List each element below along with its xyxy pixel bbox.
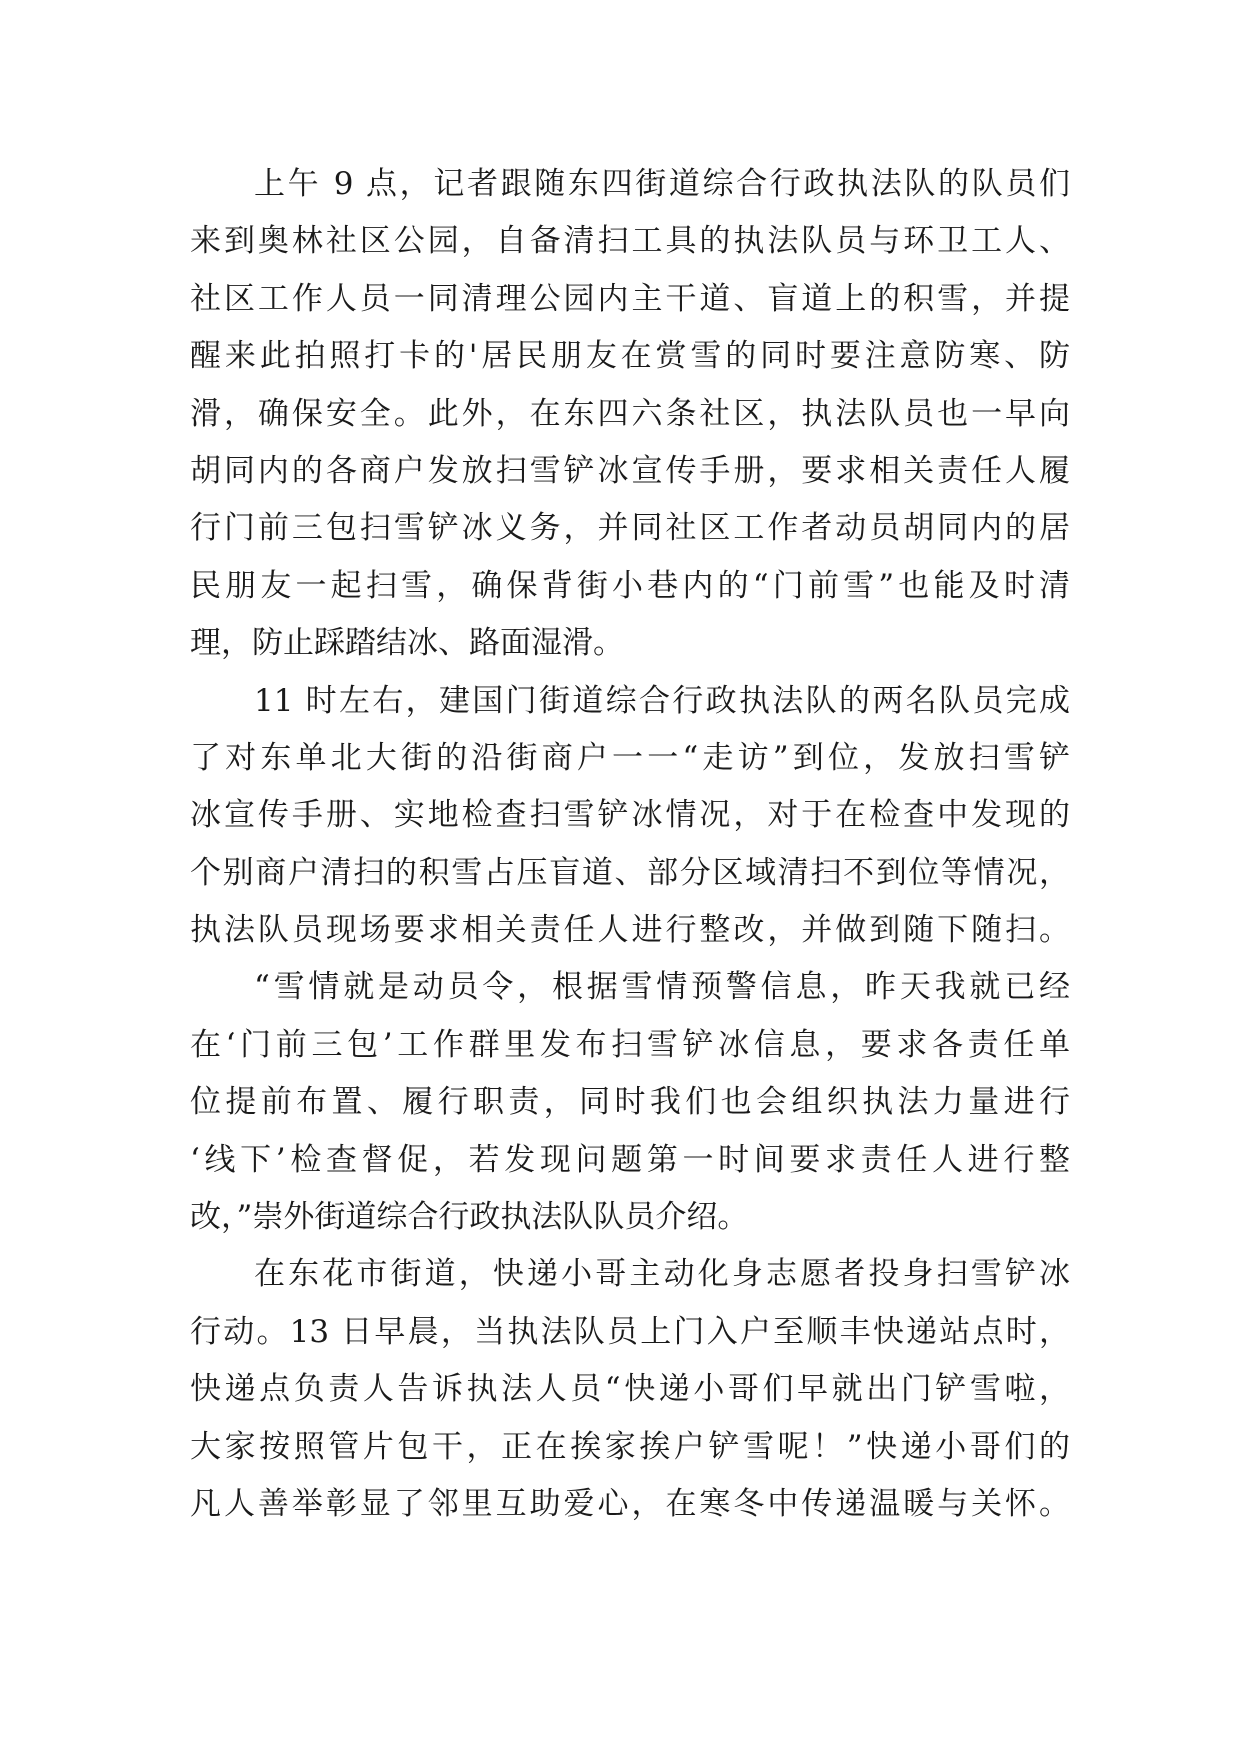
paragraph-2 [190, 673, 1070, 960]
text-line: 执法队员现场要求相关责任人进行整改，并做到随下随扫。 [190, 912, 1070, 949]
text-line: 个别商户清扫的积雪占压盲道、部分区域清扫不到位等情况， [190, 854, 1070, 891]
text-line: 凡人善举彰显了邻里互助爱心，在寒冬中传递温暖与关怀。 [190, 1485, 1070, 1522]
article-body [190, 156, 1070, 1533]
text-line: 快递点负责人告诉执法人员“快递小哥们早就出门铲雪啦， [190, 1371, 1070, 1408]
paragraph-4 [190, 1246, 1070, 1533]
text-line: 胡同内的各商户发放扫雪铲冰宣传手册，要求相关责任人履 [190, 452, 1070, 489]
text-line: “雪情就是动员令，根据雪情预警信息，昨天我就已经 [254, 969, 1070, 1006]
paragraph-3 [190, 959, 1070, 1246]
paragraph-1 [190, 156, 1070, 673]
text-line: 11 时左右，建国门街道综合行政执法队的两名队员完成 [254, 682, 1070, 719]
text-line: 社区工作人员一同清理公园内主干道、盲道上的积雪，并提 [190, 280, 1070, 317]
text-line: 位提前布置、履行职责，同时我们也会组织执法力量进行 [190, 1084, 1070, 1121]
text-line: 大家按照管片包干，正在挨家挨户铲雪呢！”快递小哥们的 [190, 1428, 1070, 1465]
text-line: 了对东单北大街的沿街商户一一“走访”到位，发放扫雪铲 [190, 739, 1070, 776]
text-line: 在东花市街道，快递小哥主动化身志愿者投身扫雪铲冰 [254, 1256, 1070, 1293]
text-line: ‘线下’检查督促，若发现问题第一时间要求责任人进行整 [190, 1141, 1070, 1178]
text-line: 来到奥林社区公园，自备清扫工具的执法队员与环卫工人、 [190, 223, 1070, 260]
text-line: 行动。13 日早晨，当执法队员上门入户至顺丰快递站点时， [190, 1313, 1070, 1350]
text-line: 民朋友一起扫雪，确保背街小巷内的“门前雪”也能及时清 [190, 567, 1070, 604]
text-line: 改，”崇外街道综合行政执法队队员介绍。 [190, 1199, 749, 1236]
text-line: 在‘门前三包’工作群里发布扫雪铲冰信息，要求各责任单 [190, 1026, 1070, 1063]
text-line: 理，防止踩踏结冰、路面湿滑。 [190, 625, 624, 662]
text-line: 行门前三包扫雪铲冰义务，并同社区工作者动员胡同内的居 [190, 510, 1070, 547]
text-line: 上午 9 点，记者跟随东四街道综合行政执法队的队员们 [254, 166, 1070, 202]
text-line: 醒来此拍照打卡的'居民朋友在赏雪的同时要注意防寒、防 [190, 338, 1070, 375]
text-line: 滑，确保安全。此外，在东四六条社区，执法队员也一早向 [190, 395, 1070, 432]
text-line: 冰宣传手册、实地检查扫雪铲冰情况，对于在检查中发现的 [190, 797, 1070, 834]
